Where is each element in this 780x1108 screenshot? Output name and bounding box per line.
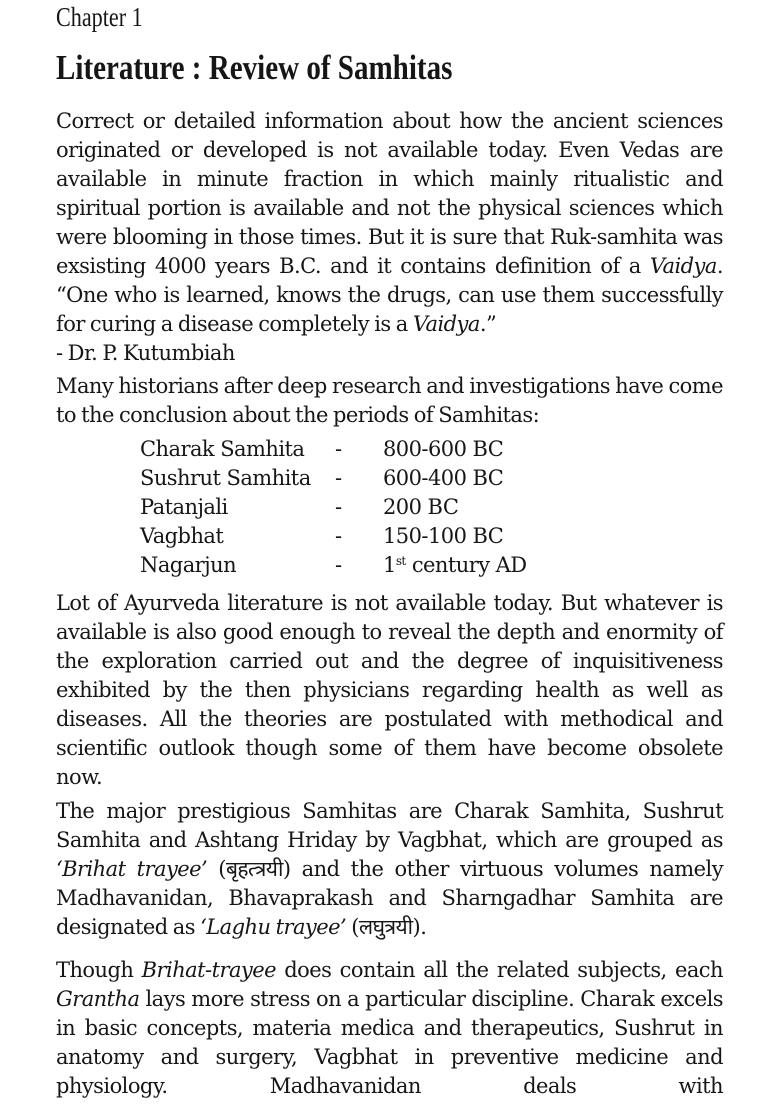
- chapter-label: Chapter 1: [56, 2, 143, 32]
- samhita-name: Nagarjun: [140, 553, 237, 577]
- samhita-period: [383, 553, 527, 582]
- term-brihat-trayee: ‘Brihat trayee’: [56, 857, 208, 881]
- samhita-name: Vagbhat: [140, 524, 224, 548]
- text: . “One who is learned, knows the drugs, can use them successfully for curing a disease completely is a: [56, 254, 723, 336]
- separator: -: [335, 437, 342, 461]
- table-row: [140, 466, 527, 495]
- devanagari-laghu: (लघुत्रयी).: [346, 915, 427, 939]
- period-rest: century AD: [405, 553, 527, 577]
- period-number: 1: [383, 553, 396, 577]
- table-row: [140, 524, 527, 553]
- samhita-periods-table: [140, 437, 527, 582]
- period-ordinal: st: [395, 554, 406, 568]
- devanagari-brihat: (बृहत्त्रयी): [207, 857, 291, 881]
- samhita-name: Sushrut Samhita: [140, 466, 311, 490]
- samhita-period: 800-600 BC: [383, 437, 504, 461]
- term-brihat-trayee: Brihat-trayee: [141, 958, 276, 982]
- separator: -: [335, 495, 342, 519]
- paragraph-periods-intro: Many historians after deep research and investigations have come to the conclusion about the periods of Samhitas:: [56, 374, 723, 427]
- samhita-period: 200 BC: [383, 495, 459, 519]
- chapter-title: Literature : Review of Samhitas: [56, 48, 453, 87]
- samhita-name: Charak Samhita: [140, 437, 305, 461]
- samhita-period: 150-100 BC: [383, 524, 504, 548]
- text: and the other virtuous volumes namely Madhavanidan, Bhavaprakash and Sharngadhar Samhita are designated as: [56, 857, 724, 939]
- text: does contain all the related subjects, each: [276, 958, 723, 982]
- quote-attribution: - Dr. P. Kutumbiah: [56, 341, 235, 365]
- separator: -: [335, 553, 342, 577]
- term-vaidya: Vaidya: [649, 254, 717, 278]
- samhita-period: 600-400 BC: [383, 466, 504, 490]
- paragraph-origins: [56, 107, 723, 368]
- text: The major prestigious Samhitas are Charak Samhita, Sushrut Samhita and Ashtang Hriday by Vagbhat, which are grouped as: [56, 799, 723, 852]
- samhita-name: Patanjali: [140, 495, 228, 519]
- table-row: [140, 495, 527, 524]
- separator: -: [335, 466, 342, 490]
- term-vaidya-quote: Vaidya: [412, 312, 480, 336]
- table-row: [140, 437, 527, 466]
- text: lays more stress on a particular discipline. Charak excels in basic concepts, materia medica and therapeutics, Sushrut in anatomy and surgery, Vagbhat in preventive medicine and physiology. Madhavanidan deals with: [56, 987, 723, 1098]
- term-laghu-trayee: ‘Laghu trayee’: [200, 915, 347, 939]
- text: Correct or detailed information about how the ancient sciences originated or developed is not available today. Even Vedas are available in minute fraction in which mainly ritualistic and spiritual portion is available and not the physical sciences which were blooming in those times. But it is sure that Ruk-samhita was exsisting 4000 years B.C. and it contains definition of a: [56, 109, 723, 278]
- text: .”: [479, 312, 497, 336]
- term-grantha: Grantha: [56, 987, 140, 1011]
- paragraph-disciplines: [56, 956, 723, 1101]
- paragraph-major-samhitas: [56, 797, 723, 942]
- text: Though: [56, 958, 142, 982]
- table-row: [140, 553, 527, 582]
- separator: -: [335, 524, 342, 548]
- paragraph-literature: Lot of Ayurveda literature is not available today. But whatever is available is also good enough to reveal the depth and enormity of the exploration carried out and the degree of inquisitiveness exhibited by the then physicians regarding health as well as diseases. All the theories are postulated with methodical and scientific outlook though some of them have become obsolete now.: [56, 591, 723, 789]
